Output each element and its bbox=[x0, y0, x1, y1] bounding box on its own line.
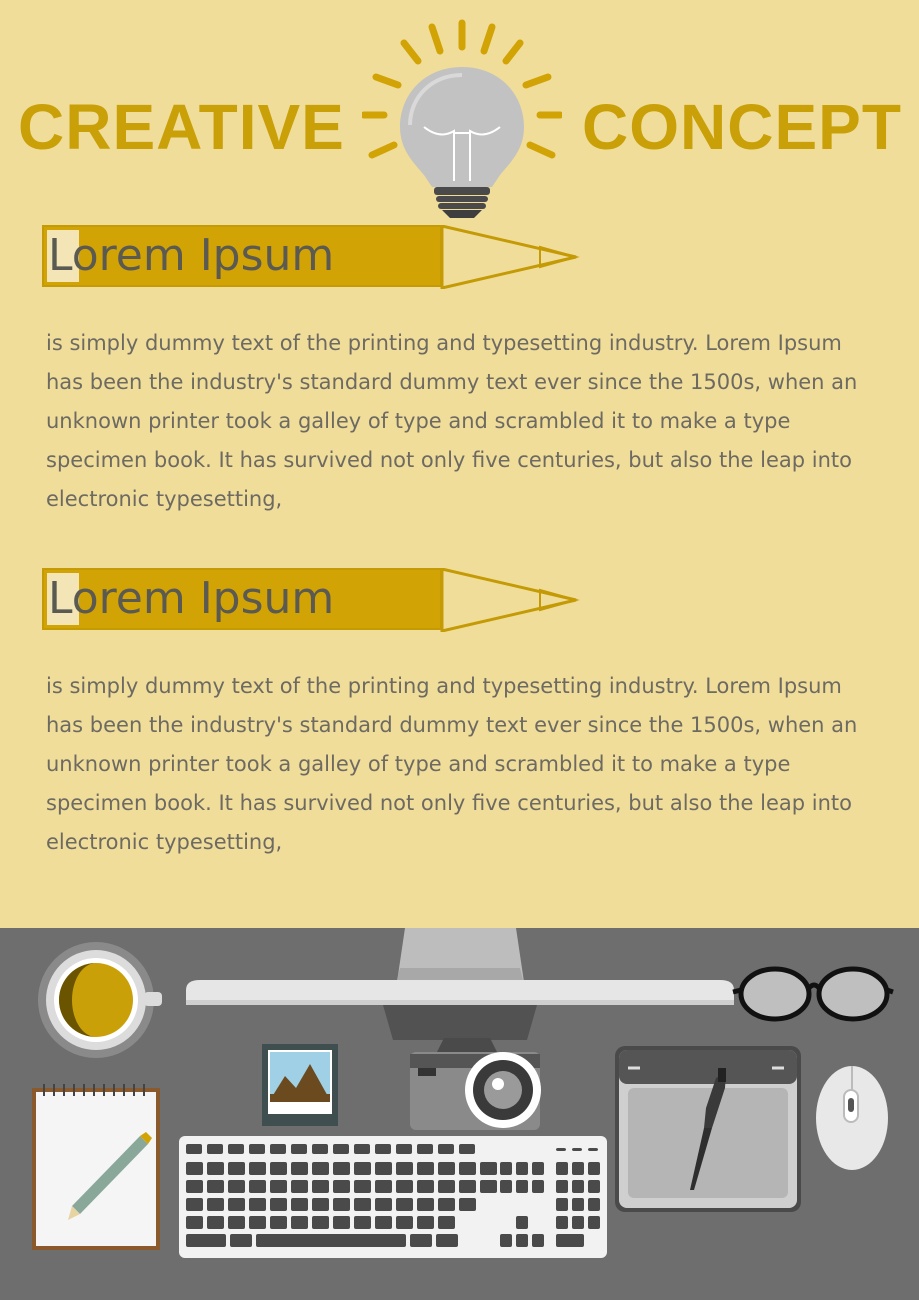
keyboard-key bbox=[270, 1144, 286, 1154]
keyboard-key bbox=[186, 1216, 203, 1229]
keyboard-key bbox=[532, 1162, 544, 1175]
keyboard-key bbox=[291, 1216, 308, 1229]
keyboard-key bbox=[396, 1180, 413, 1193]
keyboard-key bbox=[572, 1180, 584, 1193]
keyboard-key bbox=[333, 1180, 350, 1193]
keyboard-key bbox=[207, 1216, 224, 1229]
keyboard-key bbox=[438, 1144, 454, 1154]
keyboard-key bbox=[417, 1216, 434, 1229]
coffee-cup-icon bbox=[38, 942, 162, 1058]
keyboard-key bbox=[438, 1162, 455, 1175]
keyboard-key bbox=[186, 1144, 202, 1154]
keyboard-key bbox=[438, 1198, 455, 1211]
keyboard-key bbox=[354, 1198, 371, 1211]
section-heading-1 bbox=[42, 225, 452, 289]
keyboard-key bbox=[291, 1198, 308, 1211]
mouse-icon bbox=[816, 1066, 888, 1170]
photo-icon bbox=[262, 1044, 338, 1126]
keyboard-key bbox=[207, 1180, 224, 1193]
keyboard-key bbox=[417, 1180, 434, 1193]
keyboard-key bbox=[396, 1198, 413, 1211]
keyboard-key bbox=[228, 1144, 244, 1154]
keyboard-key bbox=[354, 1162, 371, 1175]
keyboard-key bbox=[588, 1216, 600, 1229]
notepad-icon bbox=[32, 1084, 160, 1250]
keyboard-key bbox=[438, 1180, 455, 1193]
keyboard-key bbox=[588, 1162, 600, 1175]
keyboard-key bbox=[516, 1162, 528, 1175]
keyboard-key bbox=[312, 1180, 329, 1193]
section-body-2: is simply dummy text of the printing and typesetting industry. Lorem Ipsum has been the industry's standard dummy text ever since the 1500s, when an unknown printer took a galley of type and scrambled it to make a type specimen book. It has survived not only five centuries, but also the leap into electronic typesetting, bbox=[46, 674, 858, 854]
pencil-icon bbox=[440, 568, 580, 632]
keyboard-key bbox=[230, 1234, 252, 1247]
keyboard-key bbox=[228, 1216, 245, 1229]
camera-icon bbox=[410, 1038, 541, 1130]
keyboard-key bbox=[291, 1180, 308, 1193]
keyboard-key bbox=[572, 1148, 582, 1151]
keyboard-key bbox=[291, 1144, 307, 1154]
keyboard-key bbox=[249, 1198, 266, 1211]
keyboard-key bbox=[588, 1180, 600, 1193]
keyboard-key bbox=[436, 1234, 458, 1247]
keyboard-key bbox=[270, 1198, 287, 1211]
keyboard-key bbox=[500, 1234, 512, 1247]
keyboard-key bbox=[333, 1144, 349, 1154]
keyboard-key bbox=[532, 1234, 544, 1247]
keyboard-key bbox=[556, 1180, 568, 1193]
keyboard-key bbox=[459, 1162, 476, 1175]
keyboard-key bbox=[186, 1234, 226, 1247]
section-body-1: is simply dummy text of the printing and typesetting industry. Lorem Ipsum has been the industry's standard dummy text ever since the 1500s, when an unknown printer took a galley of type and scrambled it to make a type specimen book. It has survived not only five centuries, but also the leap into electronic typesetting, bbox=[46, 331, 858, 511]
desk-area bbox=[0, 928, 919, 1300]
monitor-icon bbox=[186, 928, 734, 1040]
keyboard-key bbox=[572, 1216, 584, 1229]
keyboard-key bbox=[500, 1162, 512, 1175]
keyboard-key bbox=[375, 1198, 392, 1211]
keyboard-key bbox=[410, 1234, 432, 1247]
keyboard-key bbox=[556, 1162, 568, 1175]
keyboard-key bbox=[572, 1162, 584, 1175]
keyboard-key bbox=[417, 1198, 434, 1211]
keyboard-key bbox=[375, 1180, 392, 1193]
keyboard-key bbox=[500, 1180, 512, 1193]
keyboard-key bbox=[333, 1216, 350, 1229]
keyboard-key bbox=[480, 1162, 497, 1175]
lightbulb-icon bbox=[362, 15, 562, 225]
keyboard-key bbox=[249, 1216, 266, 1229]
keyboard-key bbox=[480, 1180, 497, 1193]
keyboard-key bbox=[228, 1162, 245, 1175]
keyboard-key bbox=[516, 1234, 528, 1247]
keyboard-key bbox=[396, 1216, 413, 1229]
keyboard-key bbox=[354, 1144, 370, 1154]
keyboard-key bbox=[333, 1162, 350, 1175]
keyboard-key bbox=[354, 1216, 371, 1229]
keyboard-key bbox=[186, 1180, 203, 1193]
keyboard-key bbox=[417, 1144, 433, 1154]
keyboard-key bbox=[270, 1180, 287, 1193]
section-heading-2 bbox=[42, 568, 452, 632]
keyboard-key bbox=[291, 1162, 308, 1175]
keyboard-key bbox=[556, 1216, 568, 1229]
keyboard-key bbox=[588, 1148, 598, 1151]
keyboard-key bbox=[375, 1144, 391, 1154]
title-concept: CONCEPT bbox=[582, 91, 902, 163]
keyboard-key bbox=[270, 1162, 287, 1175]
keyboard-key bbox=[516, 1216, 528, 1229]
keyboard-key bbox=[417, 1162, 434, 1175]
keyboard-key bbox=[256, 1234, 406, 1247]
keyboard-key bbox=[312, 1144, 328, 1154]
keyboard-key bbox=[207, 1162, 224, 1175]
pencil-icon bbox=[440, 225, 580, 289]
desk-illustration bbox=[0, 928, 919, 1300]
keyboard-key bbox=[186, 1162, 203, 1175]
graphics-tablet-icon bbox=[615, 1046, 801, 1212]
keyboard-key bbox=[207, 1198, 224, 1211]
keyboard-key bbox=[333, 1198, 350, 1211]
keyboard-key bbox=[228, 1198, 245, 1211]
keyboard-key bbox=[249, 1162, 266, 1175]
keyboard-key bbox=[459, 1198, 476, 1211]
keyboard-key bbox=[249, 1180, 266, 1193]
section-heading-text: Lorem Ipsum bbox=[48, 573, 335, 624]
keyboard-key bbox=[270, 1216, 287, 1229]
keyboard-key bbox=[556, 1234, 584, 1247]
keyboard-key bbox=[516, 1180, 528, 1193]
keyboard-key bbox=[375, 1162, 392, 1175]
keyboard-key bbox=[249, 1144, 265, 1154]
keyboard-key bbox=[556, 1148, 566, 1151]
keyboard-key bbox=[588, 1198, 600, 1211]
glasses-icon bbox=[733, 969, 893, 1019]
keyboard-key bbox=[186, 1198, 203, 1211]
keyboard-key bbox=[312, 1162, 329, 1175]
keyboard-key bbox=[459, 1180, 476, 1193]
section-heading-text: Lorem Ipsum bbox=[48, 230, 335, 281]
keyboard-key bbox=[207, 1144, 223, 1154]
keyboard-key bbox=[375, 1216, 392, 1229]
keyboard-key bbox=[312, 1198, 329, 1211]
keyboard-key bbox=[438, 1216, 455, 1229]
keyboard-key bbox=[312, 1216, 329, 1229]
keyboard-key bbox=[396, 1162, 413, 1175]
keyboard-key bbox=[572, 1198, 584, 1211]
keyboard-key bbox=[459, 1144, 475, 1154]
keyboard-key bbox=[556, 1198, 568, 1211]
keyboard-key bbox=[354, 1180, 371, 1193]
keyboard-key bbox=[396, 1144, 412, 1154]
keyboard-key bbox=[228, 1180, 245, 1193]
keyboard-key bbox=[532, 1180, 544, 1193]
title-creative: CREATIVE bbox=[18, 91, 345, 163]
